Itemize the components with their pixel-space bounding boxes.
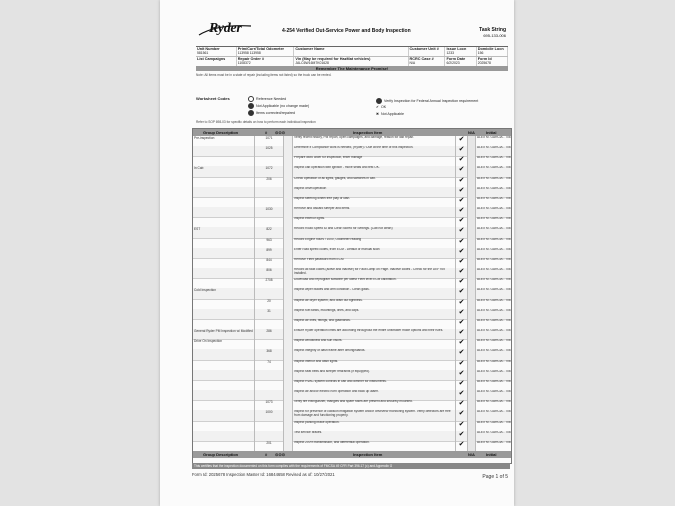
number-cell: 899	[255, 248, 284, 258]
item-cell: Record Engine hours / 1000, Odometer reading	[293, 238, 456, 248]
item-cell: Record Road Speed ID and Clear Stored for Settings. (Cab not clean)	[293, 227, 456, 237]
initial-cell: ALEX M. GARCIA - 706	[477, 420, 511, 424]
number-cell: 1025	[255, 146, 284, 156]
col-num-header: #	[265, 130, 268, 135]
na-cell	[468, 258, 476, 268]
initial-cell: ALEX M. GARCIA - 706	[477, 329, 511, 333]
codes-icon: ⊙⊙⊙	[275, 452, 286, 457]
checkmark-icon: ✔	[456, 156, 468, 166]
number-cell: 206	[255, 177, 284, 187]
checkmark-icon: ✔	[456, 441, 468, 451]
group-cell	[193, 207, 255, 217]
na-cell	[468, 410, 476, 420]
code-cell	[284, 410, 293, 420]
number-cell: 1071	[255, 136, 284, 146]
header-field	[196, 47, 237, 56]
initial-cell: ALEX M. GARCIA - 706	[477, 156, 511, 160]
group-cell	[193, 278, 255, 288]
filled-circle-icon	[248, 110, 254, 116]
item-cell: Inspect drive/operation	[293, 187, 456, 197]
item-cell: Check operation of all lights, gauges, and switches in cab.	[293, 177, 456, 187]
number-cell: 31	[255, 309, 284, 319]
checkmark-icon: ✔	[456, 349, 468, 359]
initial-cell: ALEX M. GARCIA - 706	[477, 146, 511, 150]
worksheet-codes-legend	[196, 96, 508, 118]
na-cell	[468, 238, 476, 248]
number-cell	[255, 288, 284, 298]
field-label: Form Date	[446, 57, 466, 61]
initial-cell: ALEX M. GARCIA - 706	[477, 359, 511, 363]
group-cell	[193, 319, 255, 329]
header-row-1	[196, 47, 508, 57]
legend-item: Items corrected/repaired	[248, 110, 295, 116]
legend-title: Worksheet Codes	[196, 96, 230, 101]
group-cell	[193, 258, 255, 268]
na-cell	[468, 146, 476, 156]
group-cell	[193, 421, 255, 431]
col-na-header: N/A	[468, 130, 475, 135]
initial-cell: ALEX M. GARCIA - 706	[477, 410, 511, 414]
checkmark-icon: ✔	[456, 187, 468, 197]
col-group-footer: Group Description	[203, 452, 239, 457]
checkmark-icon: ✔	[456, 421, 468, 431]
code-cell	[284, 390, 293, 400]
number-cell: 963	[255, 238, 284, 248]
number-cell: 844	[255, 258, 284, 268]
code-cell	[284, 431, 293, 441]
field-label: Form Id	[477, 57, 492, 61]
col-item-footer: Inspection Item	[353, 452, 383, 457]
initial-cell: ALEX M. GARCIA - 706	[477, 217, 511, 221]
certification-band: This certifies that the inspection documented on this form complies with the requirements of FMCSA 49 CFR Part 396.17 (c) and Appendix G	[192, 463, 510, 469]
na-cell	[468, 166, 476, 176]
group-cell: General Ryder PM Inspection w/ Modified	[193, 329, 255, 339]
na-cell	[468, 136, 476, 146]
initial-cell: ALEX M. GARCIA - 706	[477, 237, 511, 241]
legend-item: Verify Inspection for Federal Annual Inspection requirement	[376, 98, 478, 104]
initial-cell: ALEX M. GARCIA - 706	[477, 227, 511, 231]
item-cell: Enter road speed codes, from ECM - Default or manual scan	[293, 248, 456, 258]
ryder-logo	[197, 22, 253, 38]
header-field	[294, 47, 408, 56]
header-fields	[196, 46, 508, 67]
field-value: 156	[477, 51, 484, 56]
header-field	[445, 47, 476, 56]
item-cell: Inspect windshield and sun visors.	[293, 339, 456, 349]
field-value: 6/2/2023	[446, 61, 460, 66]
checkmark-icon: ✔	[456, 319, 468, 329]
number-cell	[255, 217, 284, 227]
header-field	[477, 57, 508, 66]
initial-cell: ALEX M. GARCIA - 706	[477, 318, 511, 322]
number-cell	[255, 370, 284, 380]
code-cell	[284, 268, 293, 278]
item-cell: Inspect interior and dash lights.	[293, 360, 456, 370]
group-cell	[193, 431, 255, 441]
checkmark-icon: ✔	[456, 288, 468, 298]
na-cell	[468, 360, 476, 370]
initial-cell: ALEX M. GARCIA - 706	[477, 400, 511, 404]
group-cell	[193, 177, 255, 187]
field-label: Unit Number	[197, 47, 220, 51]
number-cell	[255, 187, 284, 197]
na-cell	[468, 278, 476, 288]
group-cell	[193, 309, 255, 319]
number-cell: 2708	[255, 278, 284, 288]
number-cell	[255, 156, 284, 166]
na-cell	[468, 421, 476, 431]
checkmark-icon: ✔	[456, 217, 468, 227]
na-cell	[468, 177, 476, 187]
initial-cell: ALEX M. GARCIA - 706	[477, 176, 511, 180]
code-cell	[284, 329, 293, 339]
checkmark-icon: ✔	[456, 177, 468, 187]
checkmark-icon: ✔	[456, 410, 468, 420]
number-cell: 806	[255, 268, 284, 278]
code-cell	[284, 370, 293, 380]
code-cell	[284, 197, 293, 207]
number-cell: 74	[255, 360, 284, 370]
item-cell: Inspect integrity of dash frame after driving/stands.	[293, 349, 456, 359]
legend-item: ✔ OK	[376, 105, 387, 109]
legend-item: Reference Needed	[248, 96, 286, 102]
code-cell	[284, 248, 293, 258]
header-field	[445, 57, 476, 66]
code-cell	[284, 288, 293, 298]
group-cell	[193, 360, 255, 370]
na-cell	[468, 156, 476, 166]
field-label: Repair Order #	[237, 57, 265, 61]
group-cell	[193, 156, 255, 166]
group-cell	[193, 299, 255, 309]
checkmark-icon: ✔	[456, 339, 468, 349]
field-label: Customer Unit #	[409, 47, 439, 51]
field-value: N/A	[409, 61, 416, 66]
field-label: Prim/Curr/Total Odometer	[237, 47, 285, 51]
initial-cell: ALEX M. GARCIA - 706	[477, 440, 511, 444]
field-value: 1108372	[237, 61, 251, 66]
item-cell: Inspect air dryer system, and drain out tightness.	[293, 299, 456, 309]
field-label: Issue Locn	[446, 47, 467, 51]
checkmark-icon: ✔	[456, 248, 468, 258]
na-cell	[468, 309, 476, 319]
col-num-footer: #	[265, 452, 268, 457]
na-cell	[468, 349, 476, 359]
inspection-sheet	[160, 0, 514, 506]
group-cell	[193, 390, 255, 400]
group-cell: In Cab	[193, 166, 255, 176]
group-cell	[193, 146, 255, 156]
na-cell	[468, 339, 476, 349]
group-cell	[193, 441, 255, 451]
legend-item: Not Applicable (no change made)	[248, 103, 309, 109]
code-cell	[284, 309, 293, 319]
item-cell: Ensure Ryder operation limits are according throughout the entire unit/trailer mode options and their rules.	[293, 329, 456, 339]
header-field	[409, 57, 446, 66]
checkmark-icon: ✔	[456, 136, 468, 146]
item-cell: Determine if Compliance work is needed, (Ryder) / Due at the time of this inspection.	[293, 146, 456, 156]
na-cell	[468, 288, 476, 298]
initial-cell: ALEX M. GARCIA - 706	[477, 298, 511, 302]
code-cell	[284, 217, 293, 227]
na-cell	[468, 187, 476, 197]
number-cell	[255, 390, 284, 400]
na-cell	[468, 380, 476, 390]
number-cell: 1000	[255, 410, 284, 420]
footer-form-info: Form Id: 2025678 Inspection Master Id: 16844658 Revised as of: 10/27/2021	[192, 472, 335, 477]
initial-cell: ALEX M. GARCIA - 706	[477, 186, 511, 190]
group-cell	[193, 380, 255, 390]
code-cell	[284, 339, 293, 349]
page-number: Page 1 of 5	[482, 474, 508, 480]
group-cell: Pre-inspection	[193, 136, 255, 146]
na-cell	[468, 400, 476, 410]
document-title: 4-254 Verified Out-Service Power and Body Inspection	[282, 28, 411, 34]
item-cell: Test service brakes.	[293, 431, 456, 441]
legend-item: ✖ Not Applicable	[376, 112, 404, 116]
na-cell	[468, 217, 476, 227]
group-cell: Cold Inspection	[193, 288, 255, 298]
item-cell: Remove Fleet password from ECM	[293, 258, 456, 268]
na-cell	[468, 319, 476, 329]
field-label: Domicile Locn	[477, 47, 504, 51]
brand-name: Ryder	[209, 21, 242, 36]
initial-cell: ALEX M. GARCIA - 706	[477, 196, 511, 200]
code-cell	[284, 187, 293, 197]
initial-cell: ALEX M. GARCIA - 706	[477, 339, 511, 343]
item-cell: Inspect air lines, fittings, and gladhands.	[293, 319, 456, 329]
initial-cell: ALEX M. GARCIA - 706	[477, 247, 511, 251]
field-label: Customer Name	[295, 47, 325, 51]
code-cell	[284, 227, 293, 237]
col-item-header: Inspection Item	[353, 130, 383, 135]
code-cell	[284, 299, 293, 309]
group-cell	[193, 370, 255, 380]
checkmark-icon: ✔	[456, 146, 468, 156]
field-value: JALC6W16M7K01628	[295, 61, 329, 66]
number-cell	[255, 431, 284, 441]
initial-cell: ALEX M. GARCIA - 706	[477, 207, 511, 211]
code-cell	[284, 319, 293, 329]
group-cell: Drive On Inspection	[193, 339, 255, 349]
group-cell	[193, 400, 255, 410]
checkmark-icon: ✔	[456, 380, 468, 390]
checkmark-icon: ✔	[456, 299, 468, 309]
group-cell	[193, 217, 255, 227]
code-cell	[284, 166, 293, 176]
na-cell	[468, 248, 476, 258]
initial-cell: ALEX M. GARCIA - 706	[477, 369, 511, 373]
task-value: 695-133-006	[483, 33, 506, 38]
checkmark-icon: ✔	[456, 227, 468, 237]
group-cell	[193, 248, 255, 258]
header-field	[294, 57, 408, 66]
group-cell	[193, 197, 255, 207]
checkmark-icon: ✔	[456, 400, 468, 410]
item-cell: Inspect for presence of collision mitigation system and/or driveview monitoring system. Verify detectors are free from damage and functioning properly.	[293, 410, 456, 420]
table-footer-header	[193, 451, 511, 458]
item-cell: Inspect exterior lights.	[293, 217, 456, 227]
number-cell	[255, 380, 284, 390]
item-cell: Inspect steering wheel free play or lash.	[293, 197, 456, 207]
initial-cell: ALEX M. GARCIA - 706	[477, 288, 511, 292]
group-cell	[193, 187, 255, 197]
item-cell: Inspect 200% transmission, and differential operation.	[293, 441, 456, 451]
circle-icon	[248, 96, 254, 102]
item-cell: Download and reprogram software per latest Fleet level ECM calibration.	[293, 278, 456, 288]
code-cell	[284, 136, 293, 146]
header-field	[237, 57, 295, 66]
initial-cell: ALEX M. GARCIA - 706	[477, 308, 511, 312]
na-cell	[468, 390, 476, 400]
header-field	[409, 47, 446, 56]
number-cell: 286	[255, 329, 284, 339]
field-label: Vin (May be required for HazMat vehicles)	[295, 57, 371, 61]
code-cell	[284, 278, 293, 288]
item-cell: Inspect parking brake operation.	[293, 421, 456, 431]
field-label: List Campaigns	[197, 57, 226, 61]
note-top: Note: All items must be in a state of repair (including items not listed) so the truck can be rented.	[196, 73, 332, 77]
initial-cell: ALEX M. GARCIA - 706	[477, 390, 511, 394]
group-cell	[193, 349, 255, 359]
checkmark-icon: ✔	[456, 360, 468, 370]
checkmark-icon: ✔	[456, 431, 468, 441]
na-icon: ✖	[376, 112, 380, 116]
initial-cell: ALEX M. GARCIA - 706	[477, 136, 511, 139]
codes-icon: ⊙⊙⊙	[275, 130, 286, 135]
code-cell	[284, 207, 293, 217]
field-value: 581561	[197, 51, 209, 56]
code-cell	[284, 146, 293, 156]
na-cell	[468, 268, 476, 278]
checkmark-icon: ✔	[456, 258, 468, 268]
item-cell: Remove and discard sleeper and items.	[293, 207, 456, 217]
code-cell	[284, 380, 293, 390]
note-bottom: Refer to SOP 698-03 for specific details on how to perform each individual inspection	[196, 120, 316, 124]
task-label: Task String	[479, 27, 506, 33]
number-cell	[255, 319, 284, 329]
number-cell: 1072	[255, 166, 284, 176]
na-cell	[468, 431, 476, 441]
header-field	[477, 47, 508, 56]
code-cell	[284, 441, 293, 451]
item-cell: Prepare work order for inspection, enter mileage	[293, 156, 456, 166]
code-cell	[284, 177, 293, 187]
checkmark-icon: ✔	[456, 166, 468, 176]
checkmark-icon: ✔	[456, 390, 468, 400]
na-cell	[468, 207, 476, 217]
code-cell	[284, 421, 293, 431]
code-cell	[284, 156, 293, 166]
item-cell: Inspect cab operation with ignition - move seats and test OK.	[293, 166, 456, 176]
na-cell	[468, 441, 476, 451]
field-value: 2025678	[477, 61, 491, 66]
initial-cell: ALEX M. GARCIA - 706	[477, 257, 511, 261]
number-cell: 201	[255, 441, 284, 451]
number-cell	[255, 197, 284, 207]
number-cell: 368	[255, 349, 284, 359]
na-cell	[468, 227, 476, 237]
initial-cell: ALEX M. GARCIA - 706	[477, 430, 511, 434]
inspection-table	[192, 128, 512, 464]
col-initial-header: Initial	[486, 130, 497, 135]
code-cell	[284, 238, 293, 248]
field-value: 1233	[446, 51, 454, 56]
initial-cell: ALEX M. GARCIA - 706	[477, 166, 511, 170]
table-header	[193, 129, 511, 136]
header-field	[196, 57, 237, 66]
number-cell: 1073	[255, 400, 284, 410]
item-cell: Verify recent history, PM report, open campaigns, and damage, reason for last repair.	[293, 136, 456, 146]
header-field	[237, 47, 295, 56]
field-label: RCRC Case #	[409, 57, 434, 61]
checkmark-icon: ✔	[456, 370, 468, 380]
number-cell	[255, 339, 284, 349]
initial-cell: ALEX M. GARCIA - 706	[477, 379, 511, 383]
group-cell	[193, 268, 255, 278]
checkmark-icon: ✔	[456, 268, 468, 278]
item-cell: Inspect seat belts and sleeper restraints (if equipped).	[293, 370, 456, 380]
item-cell: Record all fault codes (active and inactive) for Fault Lamp on Page. Inactive codes - Check for the DEF not installed.	[293, 268, 456, 278]
checkmark-icon: ✔	[456, 238, 468, 248]
code-cell	[284, 360, 293, 370]
na-cell	[468, 329, 476, 339]
number-cell: 822	[255, 227, 284, 237]
remember-band: Remember The Maintenance Promise!	[196, 66, 508, 71]
checkmark-icon: ✔	[456, 309, 468, 319]
group-cell: EST	[193, 227, 255, 237]
checkmark-icon: ✔	[456, 197, 468, 207]
na-cell	[468, 299, 476, 309]
item-cell: Verify fire extinguisher, triangles and spare fuses are present and securely mounted.	[293, 400, 456, 410]
na-cell	[468, 370, 476, 380]
item-cell: Inspect air and/or electric horn operation and back up alarm.	[293, 390, 456, 400]
initial-cell: ALEX M. GARCIA - 706	[477, 268, 511, 272]
checkmark-icon: ✔	[456, 278, 468, 288]
code-cell	[284, 258, 293, 268]
code-cell	[284, 349, 293, 359]
filled-circle-icon	[248, 103, 254, 109]
number-cell	[255, 421, 284, 431]
initial-cell: ALEX M. GARCIA - 706	[477, 349, 511, 353]
checkmark-icon: ✔	[456, 329, 468, 339]
checkmark-icon: ✔	[376, 105, 380, 109]
checkmark-icon: ✔	[456, 207, 468, 217]
item-cell: Inspect HVAC system controls in cab and dimmer for instruments.	[293, 380, 456, 390]
task-string	[479, 27, 506, 39]
number-cell: 1030	[255, 207, 284, 217]
filled-circle-icon	[376, 98, 382, 104]
col-na-footer: N/A	[468, 452, 475, 457]
code-cell	[284, 400, 293, 410]
col-group-header: Group Description	[203, 130, 239, 135]
group-cell	[193, 410, 255, 420]
field-value: 113958 113958	[237, 51, 261, 56]
initial-cell: ALEX M. GARCIA - 706	[477, 278, 511, 282]
item-cell: Inspect fuel tanks, mountings, lines, and caps.	[293, 309, 456, 319]
na-cell	[468, 197, 476, 207]
col-initial-footer: Initial	[486, 452, 497, 457]
number-cell: 20	[255, 299, 284, 309]
group-cell	[193, 238, 255, 248]
item-cell: Inspect wiper blades and arm condition - Clean glass.	[293, 288, 456, 298]
